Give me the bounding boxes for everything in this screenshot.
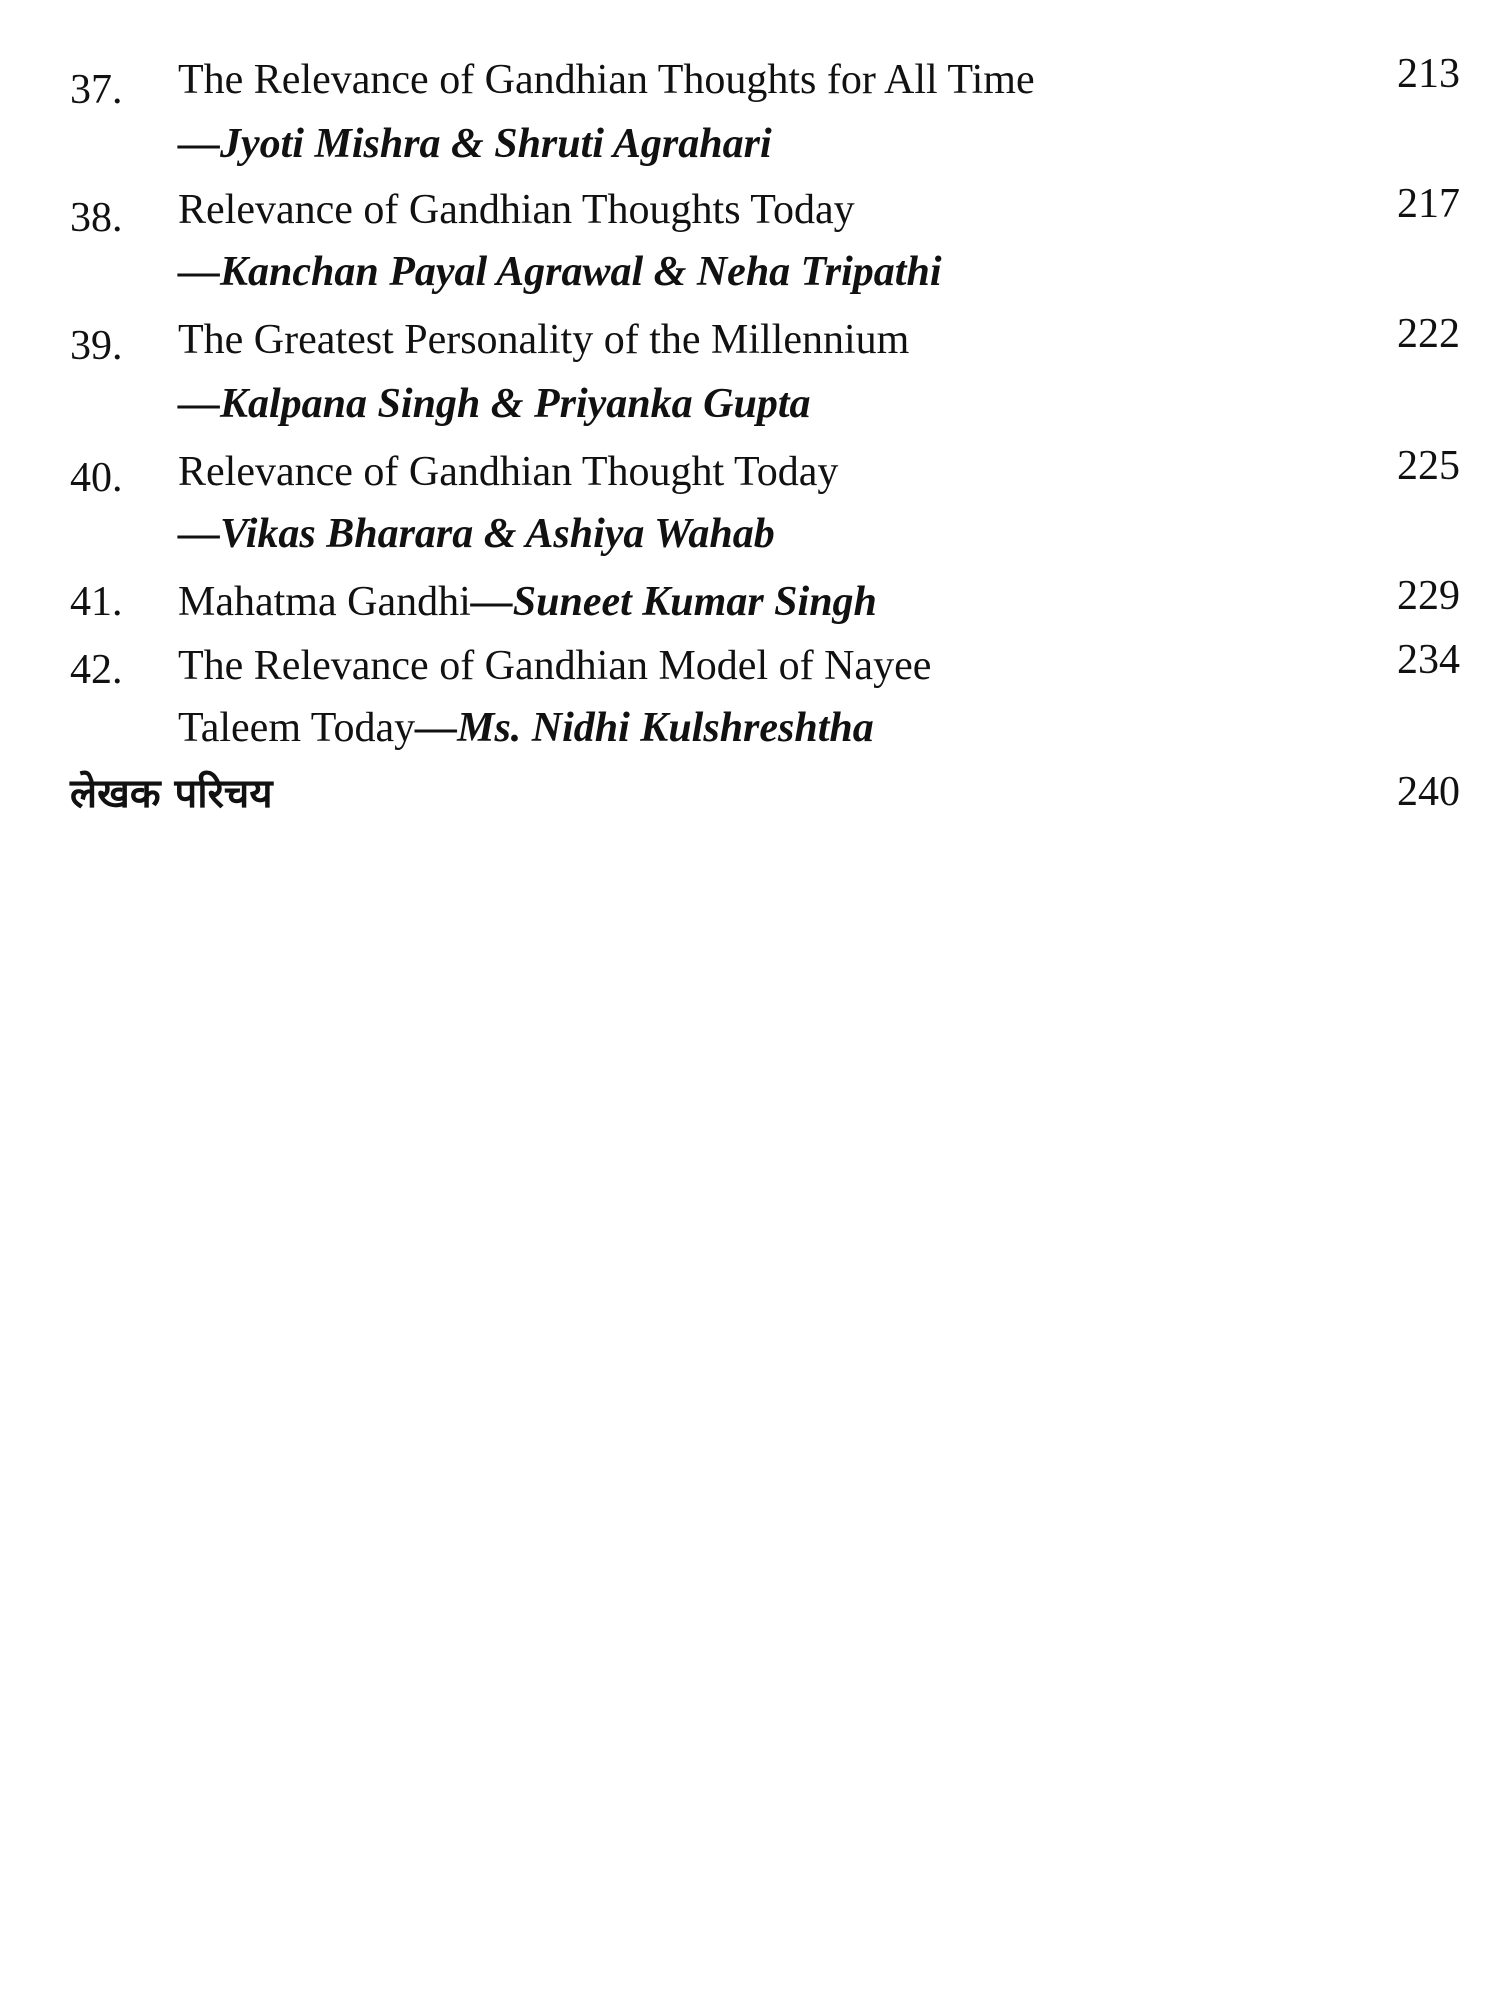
entry-number: 37.	[70, 67, 123, 113]
entry-title-line-2	[178, 704, 874, 752]
entry-author: —Kanchan Payal Agrawal & Neha Tripathi	[178, 249, 942, 295]
entry-title-line	[178, 578, 877, 626]
entry-title-continued: Taleem Today	[178, 705, 416, 751]
entry-title: The Relevance of Gandhian Model of Nayee	[178, 643, 932, 689]
entry-author: —Jyoti Mishra & Shruti Agrahari	[178, 121, 772, 167]
entry-number: 41.	[70, 579, 123, 625]
entry-title: The Greatest Personality of the Millennium	[178, 317, 910, 363]
entry-number: 40.	[70, 455, 123, 501]
entry-title: Mahatma Gandhi	[178, 579, 471, 625]
entry-author: —Suneet Kumar Singh	[470, 579, 877, 625]
entry-page-number: 234	[1397, 637, 1460, 683]
entry-page-number: 229	[1397, 573, 1460, 619]
entry-number: 38.	[70, 195, 123, 241]
entry-page-number: 222	[1397, 311, 1460, 357]
entry-number: 42.	[70, 647, 123, 693]
entry-author: —Kalpana Singh & Priyanka Gupta	[178, 381, 811, 427]
about-authors-page-number: 240	[1397, 769, 1460, 815]
entry-author: —Ms. Nidhi Kulshreshtha	[415, 705, 874, 751]
entry-title: Relevance of Gandhian Thought Today	[178, 449, 839, 495]
entry-page-number: 225	[1397, 443, 1460, 489]
entry-number: 39.	[70, 323, 123, 369]
entry-page-number: 213	[1397, 51, 1460, 97]
about-authors-label: लेखक परिचय	[70, 771, 273, 817]
entry-page-number: 217	[1397, 181, 1460, 227]
entry-author: —Vikas Bharara & Ashiya Wahab	[178, 511, 775, 557]
entry-title: Relevance of Gandhian Thoughts Today	[178, 187, 855, 233]
entry-title: The Relevance of Gandhian Thoughts for All Time	[178, 57, 1035, 103]
